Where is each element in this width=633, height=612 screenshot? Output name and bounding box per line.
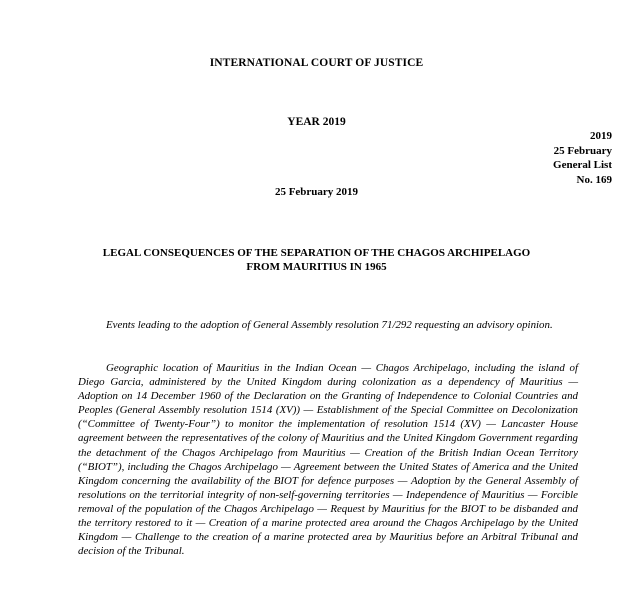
summary-paragraph-1 <box>78 318 578 332</box>
summary-paragraph-2 <box>78 361 578 558</box>
case-title <box>40 246 593 274</box>
court-title: INTERNATIONAL COURT OF JUSTICE <box>209 57 424 69</box>
reference-general-list: General List <box>553 159 612 171</box>
judgment-date: 25 February 2019 <box>274 186 359 198</box>
reference-number: No. 169 <box>576 173 612 186</box>
case-title-line-2: FROM MAURITIUS IN 1965 <box>246 261 387 273</box>
reference-date: 25 February <box>553 144 612 157</box>
summary-paragraph-1-text: Events leading to the adoption of General Assembly resolution 71/292 requesting an advisory opinion. <box>106 319 553 331</box>
year-title: YEAR 2019 <box>287 116 346 128</box>
reference-year: 2019 <box>590 130 612 142</box>
case-reference-block <box>553 129 612 187</box>
case-title-line-1: LEGAL CONSEQUENCES OF THE SEPARATION OF THE CHAGOS ARCHIPELAGO <box>102 247 531 259</box>
summary-paragraph-2-text: Geographic location of Mauritius in the Indian Ocean — Chagos Archipelago, including the island of Diego Garcia, administered by the United Kingdom during colonization as a dependency of Mauritius — Adoption on 14 December 1960 of the Declaration on the Granting of Independence to Colonial Countries and Peoples (General Assembly resolution 1514 (XV)) — Establishment of the Special Committee on Decolonization (“Committee of Twenty-Four”) to monitor the implementation of resolution 1514 (XV) — Lancaster House agreement between the representatives of the colony of Mauritius and the United Kingdom Government regarding the detachment of the Chagos Archipelago from Mauritius — Creation of the British Indian Ocean Territory (“BIOT”), including the Chagos Archipelago — Agreement between the United States of America and the United Kingdom concerning the availability of the BIOT for defence purposes — Adoption by the General Assembly of resolutions on the territorial integrity of non-self-governing territories — Independence of Mauritius — Forcible removal of the population of the Chagos Archipelago — Request by Mauritius for the BIOT to be disbanded and the territory restored to it — Creation of a marine protected area around the Chagos Archipelago by the United Kingdom — Challenge to the creation of a marine protected area by Mauritius before an Arbitral Tribunal and decision of the Tribunal. <box>78 362 578 558</box>
